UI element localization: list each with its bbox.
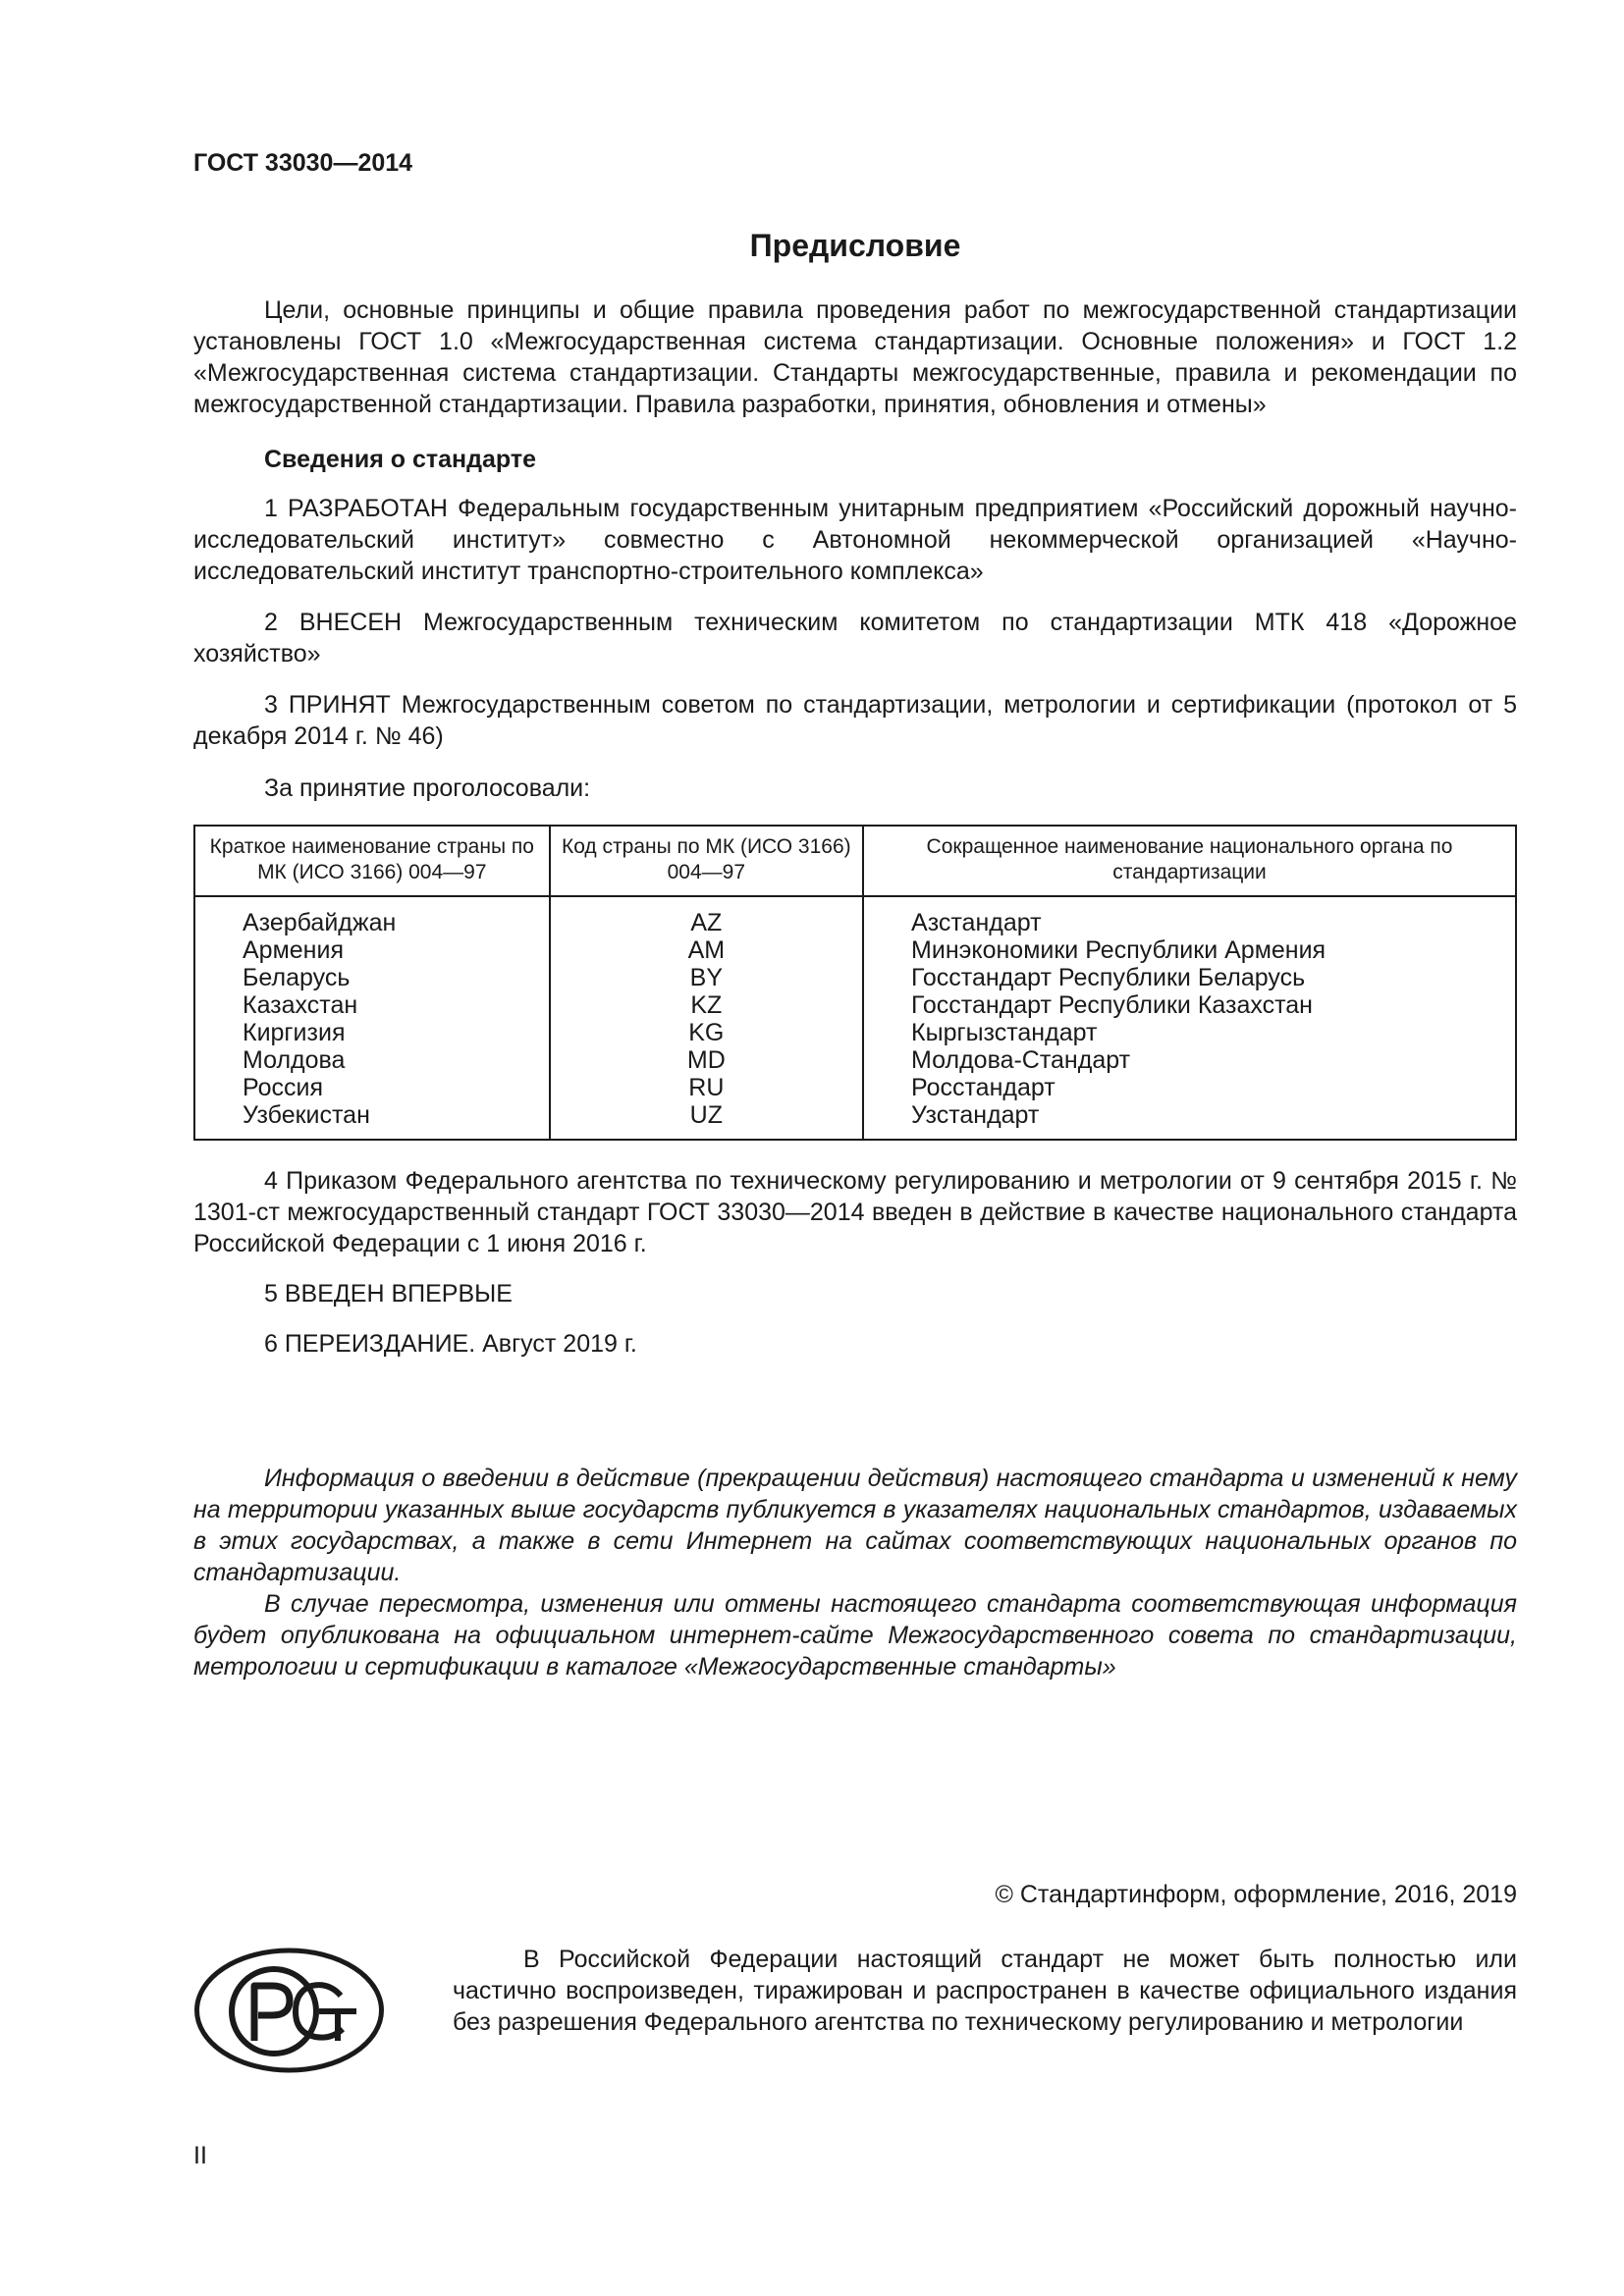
- table-row: [194, 1019, 1516, 1046]
- page-number: II: [193, 2142, 207, 2169]
- item-2-block: [193, 607, 1517, 669]
- reproduction-notice: [453, 1944, 1517, 2038]
- intro-block: [193, 294, 1517, 420]
- country-code: KG: [550, 1019, 863, 1046]
- header-country-name: Краткое наименование страны по МК (ИСО 3166) 004—97: [194, 826, 550, 896]
- country-name: Казахстан: [194, 991, 550, 1019]
- voted-block: [193, 773, 1517, 804]
- country-code: MD: [550, 1046, 863, 1074]
- national-body: Госстандарт Республики Казахстан: [863, 991, 1516, 1019]
- voted-label: За принятие проголосовали:: [264, 774, 591, 802]
- table-row: [194, 1074, 1516, 1101]
- country-name: Молдова: [194, 1046, 550, 1074]
- national-body: Азстандарт: [863, 896, 1516, 936]
- page-title: Предисловие: [749, 228, 961, 263]
- item-6-block: [193, 1328, 1517, 1360]
- item-1-block: [193, 493, 1517, 587]
- country-code: UZ: [550, 1101, 863, 1140]
- table-row: [194, 1046, 1516, 1074]
- national-body: Госстандарт Республики Беларусь: [863, 964, 1516, 991]
- item-first-introduced: 5 ВВЕДЕН ВПЕРВЫЕ: [264, 1280, 513, 1308]
- country-code: AZ: [550, 896, 863, 936]
- item-enacted: 4 Приказом Федерального агентства по техническому регулированию и метрологии от 9 сентября 2015 г. № 1301-ст межгосударственный стандарт ГОСТ 33030—2014 введен в действие в качестве национального стандарта Российской Федерации с 1 июня 2016 г.: [193, 1167, 1517, 1257]
- item-submitted: 2 ВНЕСЕН Межгосударственным техническим комитетом по стандартизации МТК 418 «Дорожное хозяйство»: [193, 609, 1517, 667]
- national-body: Узстандарт: [863, 1101, 1516, 1140]
- header-country-code: Код страны по МК (ИСО 3166) 004—97: [550, 826, 863, 896]
- member-states-table: [193, 825, 1517, 1141]
- item-4-block: [193, 1165, 1517, 1259]
- standard-info-heading-block: [193, 444, 1517, 475]
- rst-certification-mark-icon: [193, 1947, 385, 2074]
- item-adopted: 3 ПРИНЯТ Межгосударственным советом по стандартизации, метрологии и сертификации (протокол от 5 декабря 2014 г. № 46): [193, 691, 1517, 750]
- country-name: Армения: [194, 936, 550, 964]
- doc-code: ГОСТ 33030—2014: [193, 149, 413, 177]
- item-developed: 1 РАЗРАБОТАН Федеральным государственным унитарным предприятием «Российский дорожный научно-исследовательский институт» совместно с Автономной некоммерческой организацией «Научно-исследовательский институт транспортно-строительного комплекса»: [193, 495, 1517, 585]
- table-row: [194, 964, 1516, 991]
- header-national-body: Сокращенное наименование национального органа по стандартизации: [863, 826, 1516, 896]
- info-paragraph-2: В случае пересмотра, изменения или отмены настоящего стандарта соответствующая информация будет опубликована на официальном интернет-сайте Межгосударственного совета по стандартизации, метрологии и сертификации в каталоге «Межгосударственные стандарты»: [193, 1590, 1517, 1681]
- section-heading: Сведения о стандарте: [264, 446, 537, 473]
- country-code: BY: [550, 964, 863, 991]
- table-row: [194, 936, 1516, 964]
- copyright: © Стандартинформ, оформление, 2016, 2019: [995, 1881, 1517, 1908]
- info-paragraph-1: Информация о введении в действие (прекращении действия) настоящего стандарта и изменений к нему на территории указанных выше государств публикуется в указателях национальных стандартов, издаваемых в этих государствах, а также в сети Интернет на сайтах соответствующих национальных органов по стандартизации.: [193, 1465, 1517, 1586]
- info-block: [193, 1463, 1517, 1682]
- item-5-block: [193, 1278, 1517, 1309]
- country-name: Беларусь: [194, 964, 550, 991]
- country-name: Азербайджан: [194, 896, 550, 936]
- notice-text: В Российской Федерации настоящий стандарт не может быть полностью или частично воспроизведен, тиражирован и распространен в качестве официального издания без разрешения Федерального агентства по техническому регулированию и метрологии: [453, 1946, 1517, 2036]
- country-name: Киргизия: [194, 1019, 550, 1046]
- country-name: Россия: [194, 1074, 550, 1101]
- table-row: [194, 991, 1516, 1019]
- item-3-block: [193, 689, 1517, 752]
- national-body: Росстандарт: [863, 1074, 1516, 1101]
- country-code: AM: [550, 936, 863, 964]
- item-reissue: 6 ПЕРЕИЗДАНИЕ. Август 2019 г.: [264, 1330, 637, 1358]
- country-code: KZ: [550, 991, 863, 1019]
- table-row: [194, 896, 1516, 936]
- country-code: RU: [550, 1074, 863, 1101]
- national-body: Минэкономики Республики Армения: [863, 936, 1516, 964]
- country-name: Узбекистан: [194, 1101, 550, 1140]
- table-row: [194, 1101, 1516, 1140]
- intro-paragraph: Цели, основные принципы и общие правила проведения работ по межгосударственной стандартизации установлены ГОСТ 1.0 «Межгосударственная система стандартизации. Основные положения» и ГОСТ 1.2 «Межгосударственная система стандартизации. Стандарты межгосударственные, правила и рекомендации по межгосударственной стандартизации. Правила разработки, принятия, обновления и отмены»: [193, 296, 1517, 418]
- table-header-row: [194, 826, 1516, 896]
- national-body: Молдова-Стандарт: [863, 1046, 1516, 1074]
- national-body: Кыргызстандарт: [863, 1019, 1516, 1046]
